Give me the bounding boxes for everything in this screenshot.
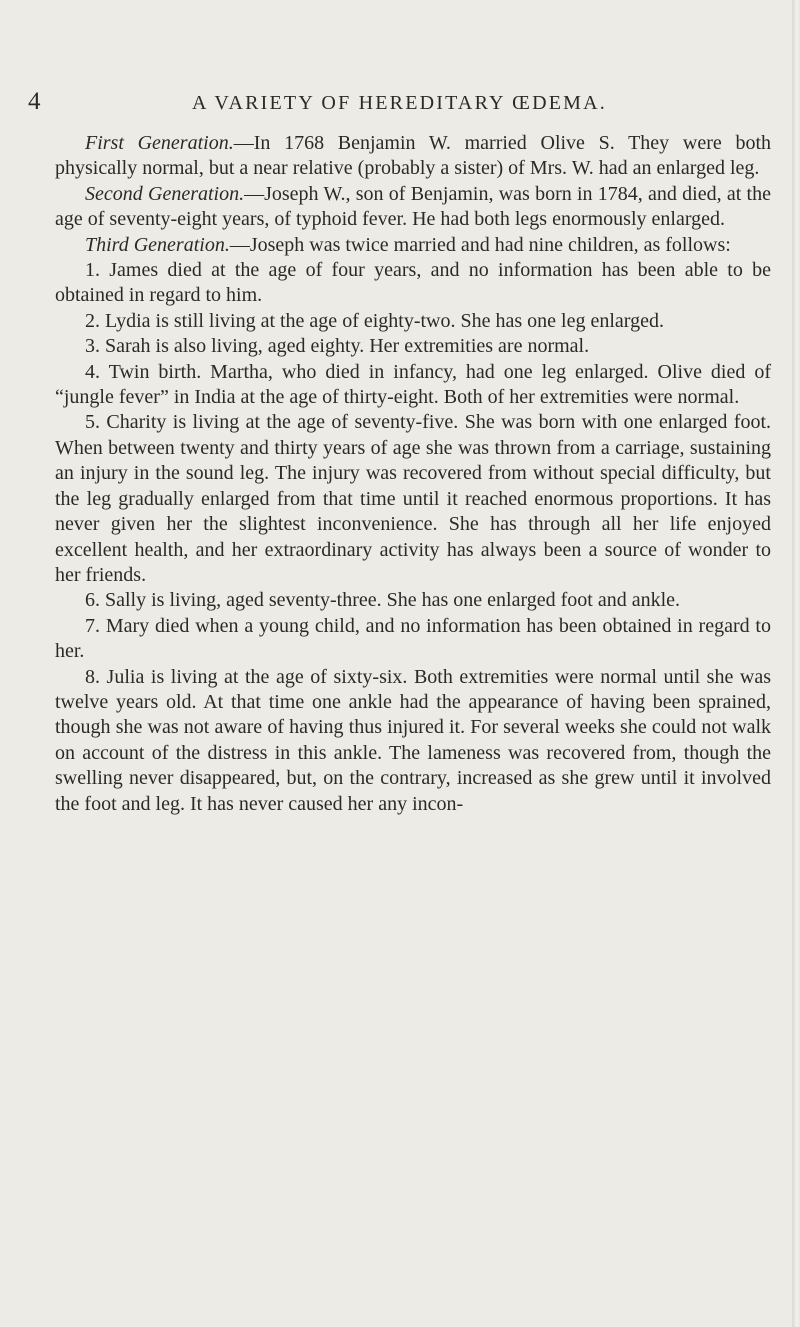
page-number: 4 [28,88,41,115]
list-item-lydia [55,309,771,334]
paragraph-text: 4. Twin birth. Martha, who died in infancy, had one leg enlarged. Olive died of “jungle fever” in India at the age of thirty-eight. Both of her extremities were normal. [55,360,771,409]
list-item-twins [55,360,771,411]
paragraph-second-generation [55,182,771,233]
paragraph-label: Third Generation. [85,233,230,256]
paragraph-label: Second Generation. [85,182,245,205]
list-item-sarah [55,334,771,359]
list-item-james [55,258,771,309]
paragraph-text: 8. Julia is living at the age of sixty-six. Both extremities were normal until she was twelve years old. At that time one ankle had the appearance of having been sprained, though she was not aware of having thus injured it. For several weeks she could not walk on account of the distress in this ankle. The lameness was recovered from, though the swelling never disappeared, but, on the contrary, increased as she grew until it involved the foot and leg. It has never caused her any incon- [55,665,771,815]
paragraph-text: —In 1768 Benjamin W. married Olive S. They were both physically normal, but a near relative (probably a sister) of Mrs. W. had an enlarged leg. [55,132,771,180]
list-item-mary [55,614,771,665]
body-text [55,131,771,817]
running-head-title: A VARIETY OF HEREDITARY ŒDEMA. [192,92,607,114]
running-header [28,88,728,116]
paragraph-text: 2. Lydia is still living at the age of eighty-two. She has one leg enlarged. [85,309,664,332]
page-edge [792,0,800,1327]
list-item-sally [55,588,771,613]
list-item-julia [55,665,771,817]
paragraph-first-generation [55,131,771,182]
paragraph-text: —Joseph W., son of Benjamin, was born in 1784, and died, at the age of seventy-eight years, of typhoid fever. He had both legs enormously enlarged. [55,182,771,231]
paragraph-text: 3. Sarah is also living, aged eighty. Her extremities are normal. [85,335,590,358]
paragraph-text: —Joseph was twice married and had nine children, as follows: [229,233,731,256]
paragraph-third-generation [55,233,771,258]
paragraph-text: 6. Sally is living, aged seventy-three. She has one enlarged foot and ankle. [85,589,681,612]
paragraph-text: 7. Mary died when a young child, and no information has been obtained in regard to her. [55,614,771,663]
paragraph-label: First Generation. [85,132,234,154]
list-item-charity [55,410,771,588]
paragraph-text: 1. James died at the age of four years, and no information has been able to be obtained in regard to him. [55,259,771,307]
paragraph-text: 5. Charity is living at the age of seventy-five. She was born with one enlarged foot. When between twenty and thirty years of age she was thrown from a carriage, sustaining an injury in the sound leg. The injury was recovered from without special difficulty, but the leg gradually enlarged from that time until it reached enormous proportions. It has never given her the slightest inconvenience. She has through all her life enjoyed excellent health, and her extraordinary activity has always been a source of wonder to her friends. [55,411,771,586]
